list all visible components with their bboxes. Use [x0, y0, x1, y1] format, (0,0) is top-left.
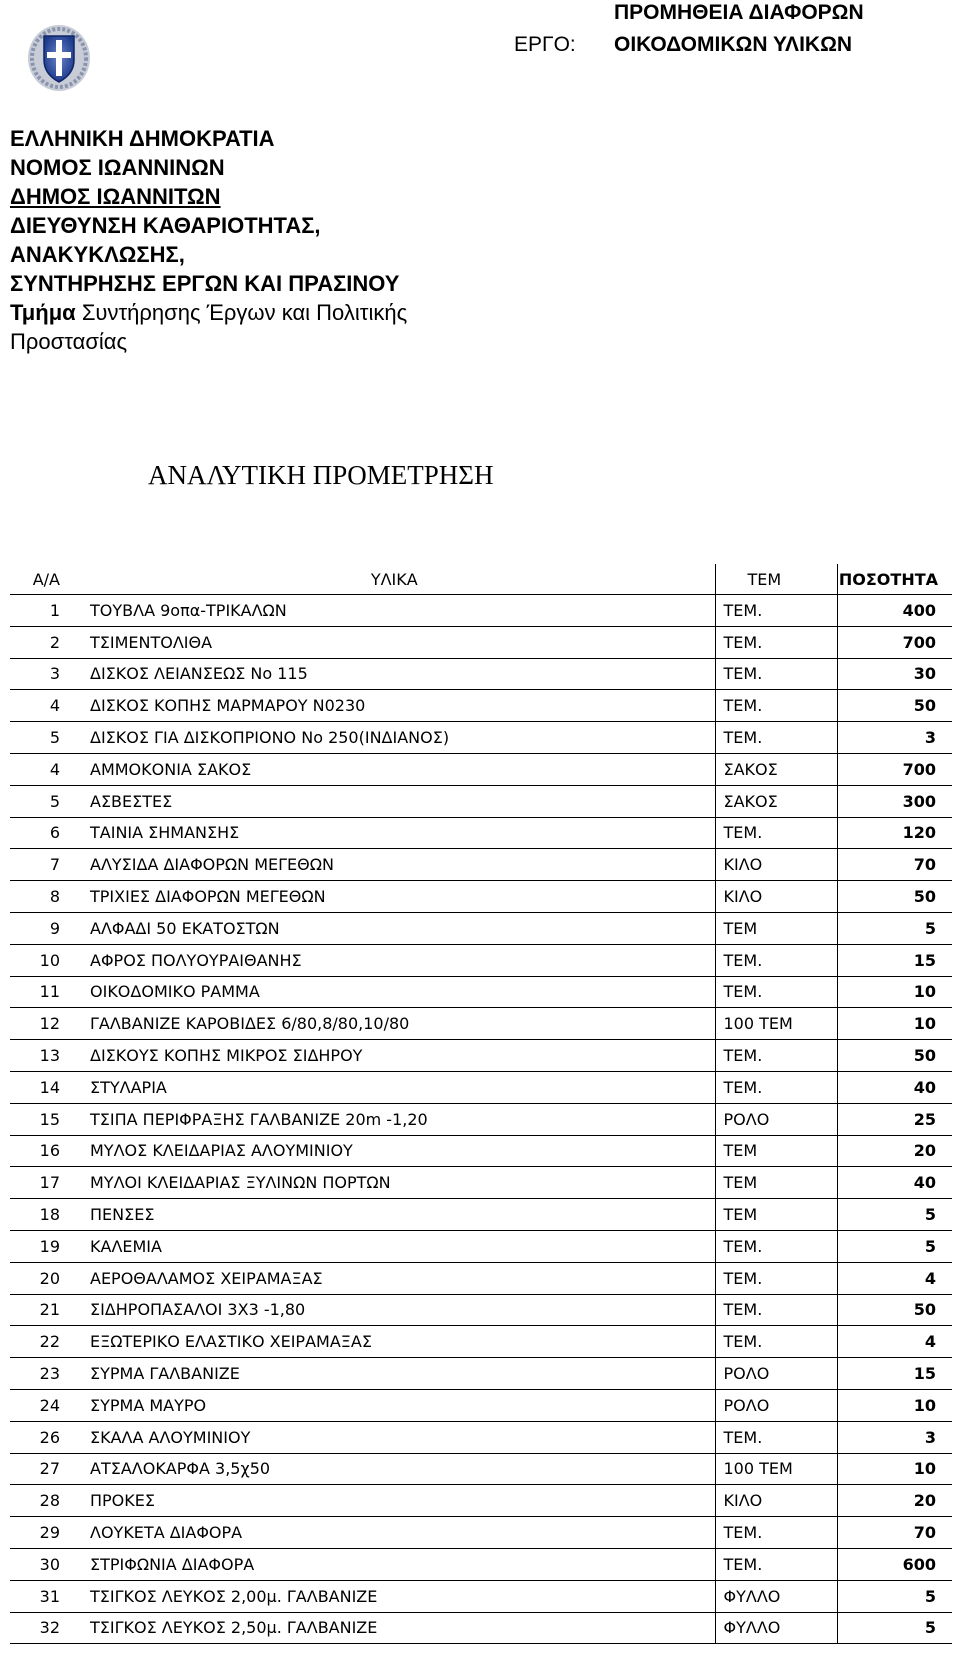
table-row	[10, 1008, 952, 1040]
materials-table	[10, 564, 952, 1644]
row-unit: ΦΥΛΛΟ	[715, 1580, 837, 1612]
row-unit: ΤΕΜ	[715, 1199, 837, 1231]
row-quantity: 50	[837, 1040, 952, 1072]
row-no: 8	[10, 881, 74, 913]
row-quantity: 3	[837, 722, 952, 754]
table-row	[10, 849, 952, 881]
row-material: ΤΣΙΓΚΟΣ ΛΕΥΚΟΣ 2,50μ. ΓΑΛΒΑΝΙΖΕ	[74, 1612, 715, 1644]
row-material: ΛΟΥΚΕΤΑ ΔΙΑΦΟΡΑ	[74, 1517, 715, 1549]
project-label: ΕΡΓΟ:	[514, 33, 576, 56]
table-row	[10, 1517, 952, 1549]
table-row	[10, 1294, 952, 1326]
row-material: ΠΡΟΚΕΣ	[74, 1485, 715, 1517]
row-material: ΔΙΣΚΟΣ ΓΙΑ ΔΙΣΚΟΠΡΙΟΝΟ Νο 250(ΙΝΔΙΑΝΟΣ)	[74, 722, 715, 754]
row-unit: ΤΕΜ.	[715, 1517, 837, 1549]
row-material: ΑΜΜΟΚΟΝΙΑ ΣΑΚΟΣ	[74, 753, 715, 785]
row-quantity: 5	[837, 1612, 952, 1644]
row-no: 26	[10, 1421, 74, 1453]
row-no: 28	[10, 1485, 74, 1517]
prefecture: ΝΟΜΟΣ ΙΩΑΝΝΙΝΩΝ	[10, 155, 225, 180]
row-quantity: 50	[837, 881, 952, 913]
header-material: ΥΛΙΚΑ	[74, 564, 715, 595]
row-no: 4	[10, 753, 74, 785]
row-quantity: 30	[837, 658, 952, 690]
document-title: ΑΝΑΛΥΤΙΚΗ ΠΡΟΜΕΤΡΗΣΗ	[148, 460, 494, 490]
row-material: ΣΤΡΙΦΩΝΙΑ ΔΙΑΦΟΡΑ	[74, 1548, 715, 1580]
row-unit: ΚΙΛΟ	[715, 881, 837, 913]
directorate-line-2: ΑΝΑΚΥΚΛΩΣΗΣ,	[10, 242, 185, 267]
row-unit: ΤΕΜ.	[715, 1040, 837, 1072]
row-unit: ΤΕΜ.	[715, 1230, 837, 1262]
row-no: 19	[10, 1230, 74, 1262]
table-row	[10, 1612, 952, 1644]
project-header	[514, 0, 934, 60]
row-quantity: 600	[837, 1548, 952, 1580]
row-material: ΤΟΥΒΛΑ 9οπα-ΤΡΙΚΑΛΩΝ	[74, 595, 715, 627]
row-unit: ΤΕΜ.	[715, 1326, 837, 1358]
row-unit: ΤΕΜ.	[715, 595, 837, 627]
row-no: 20	[10, 1262, 74, 1294]
row-material: ΚΑΛΕΜΙΑ	[74, 1230, 715, 1262]
row-quantity: 50	[837, 1294, 952, 1326]
row-unit: ΤΕΜ.	[715, 976, 837, 1008]
row-quantity: 4	[837, 1262, 952, 1294]
row-quantity: 5	[837, 1580, 952, 1612]
row-no: 27	[10, 1453, 74, 1485]
row-quantity: 5	[837, 1230, 952, 1262]
row-no: 31	[10, 1580, 74, 1612]
row-material: ΜΥΛΟΣ ΚΛΕΙΔΑΡΙΑΣ ΑΛΟΥΜΙΝΙΟΥ	[74, 1135, 715, 1167]
row-unit: ΣΑΚΟΣ	[715, 785, 837, 817]
table-row	[10, 658, 952, 690]
header-quantity: ΠΟΣΟΤΗΤΑ	[837, 564, 952, 595]
department	[10, 298, 490, 327]
row-no: 32	[10, 1612, 74, 1644]
row-unit: ΤΕΜ.	[715, 1262, 837, 1294]
table-row	[10, 881, 952, 913]
row-no: 5	[10, 722, 74, 754]
table-row	[10, 1103, 952, 1135]
row-no: 4	[10, 690, 74, 722]
row-quantity: 300	[837, 785, 952, 817]
row-material: ΣΥΡΜΑ ΓΑΛΒΑΝΙΖΕ	[74, 1358, 715, 1390]
row-material: ΔΙΣΚΟΣ ΛΕΙΑΝΣΕΩΣ Νο 115	[74, 658, 715, 690]
row-no: 21	[10, 1294, 74, 1326]
row-no: 6	[10, 817, 74, 849]
department-name: Συντήρησης Έργων και Πολιτικής	[81, 300, 408, 325]
table-row	[10, 1580, 952, 1612]
row-quantity: 700	[837, 753, 952, 785]
row-material: ΔΙΣΚΟΥΣ ΚΟΠΗΣ ΜΙΚΡΟΣ ΣΙΔΗΡΟΥ	[74, 1040, 715, 1072]
row-unit: ΤΕΜ.	[715, 1294, 837, 1326]
table-row	[10, 753, 952, 785]
row-no: 29	[10, 1517, 74, 1549]
row-no: 5	[10, 785, 74, 817]
row-unit: ΤΕΜ	[715, 1135, 837, 1167]
row-material: ΔΙΣΚΟΣ ΚΟΠΗΣ ΜΑΡΜΑΡΟΥ Ν0230	[74, 690, 715, 722]
table-row	[10, 1421, 952, 1453]
table-row	[10, 690, 952, 722]
header-unit: ΤΕΜ	[715, 564, 837, 595]
row-no: 10	[10, 944, 74, 976]
row-material: ΤΣΙΓΚΟΣ ΛΕΥΚΟΣ 2,00μ. ΓΑΛΒΑΝΙΖΕ	[74, 1580, 715, 1612]
row-material: ΓΑΛΒΑΝΙΖΕ ΚΑΡΟΒΙΔΕΣ 6/80,8/80,10/80	[74, 1008, 715, 1040]
row-no: 2	[10, 626, 74, 658]
row-quantity: 10	[837, 1008, 952, 1040]
row-unit: ΤΕΜ.	[715, 626, 837, 658]
row-unit: ΤΕΜ.	[715, 722, 837, 754]
row-quantity: 15	[837, 944, 952, 976]
row-unit: ΤΕΜ.	[715, 658, 837, 690]
row-material: ΟΙΚΟΔΟΜΙΚΟ ΡΑΜΜΑ	[74, 976, 715, 1008]
table-row	[10, 1071, 952, 1103]
table-row	[10, 912, 952, 944]
row-unit: ΡΟΛΟ	[715, 1103, 837, 1135]
row-no: 7	[10, 849, 74, 881]
table-header-row	[10, 564, 952, 595]
row-material: ΑΦΡΟΣ ΠΟΛΥΟΥΡΑΙΘΑΝΗΣ	[74, 944, 715, 976]
department-line-2: Προστασίας	[10, 329, 128, 354]
row-no: 23	[10, 1358, 74, 1390]
row-unit: ΦΥΛΛΟ	[715, 1612, 837, 1644]
row-material: ΑΤΣΑΛΟΚΑΡΦΑ 3,5χ50	[74, 1453, 715, 1485]
row-quantity: 40	[837, 1071, 952, 1103]
table-row	[10, 1199, 952, 1231]
republic: ΕΛΛΗΝΙΚΗ ΔΗΜΟΚΡΑΤΙΑ	[10, 126, 275, 151]
row-quantity: 20	[837, 1135, 952, 1167]
row-quantity: 4	[837, 1326, 952, 1358]
row-material: ΠΕΝΣΕΣ	[74, 1199, 715, 1231]
row-unit: ΡΟΛΟ	[715, 1389, 837, 1421]
row-unit: ΤΕΜ.	[715, 944, 837, 976]
row-quantity: 70	[837, 849, 952, 881]
row-material: ΑΛΥΣΙΔΑ ΔΙΑΦΟΡΩΝ ΜΕΓΕΘΩΝ	[74, 849, 715, 881]
row-no: 9	[10, 912, 74, 944]
row-quantity: 20	[837, 1485, 952, 1517]
row-unit: ΤΕΜ	[715, 912, 837, 944]
row-unit: ΚΙΛΟ	[715, 849, 837, 881]
project-title-line2: ΟΙΚΟΔΟΜΙΚΩΝ ΥΛΙΚΩΝ	[614, 33, 853, 56]
header-no: Α/Α	[10, 564, 74, 595]
row-material: ΣΥΡΜΑ ΜΑΥΡΟ	[74, 1389, 715, 1421]
table-row	[10, 1230, 952, 1262]
table-row	[10, 1326, 952, 1358]
table-row	[10, 944, 952, 976]
row-quantity: 400	[837, 595, 952, 627]
row-material: ΣΤΥΛΑΡΙΑ	[74, 1071, 715, 1103]
table-row	[10, 1167, 952, 1199]
row-no: 18	[10, 1199, 74, 1231]
table-row	[10, 817, 952, 849]
row-quantity: 700	[837, 626, 952, 658]
row-no: 24	[10, 1389, 74, 1421]
row-unit: ΤΕΜ.	[715, 817, 837, 849]
row-unit: ΤΕΜ.	[715, 690, 837, 722]
row-unit: 100 ΤΕΜ	[715, 1008, 837, 1040]
table-row	[10, 722, 952, 754]
table-row	[10, 1040, 952, 1072]
directorate-line-3: ΣΥΝΤΗΡΗΣΗΣ ΕΡΓΩΝ ΚΑΙ ΠΡΑΣΙΝΟΥ	[10, 271, 400, 296]
row-material: ΑΣΒΕΣΤΕΣ	[74, 785, 715, 817]
row-material: ΤΣΙΜΕΝΤΟΛΙΘΑ	[74, 626, 715, 658]
table-row	[10, 1262, 952, 1294]
row-no: 1	[10, 595, 74, 627]
row-unit: ΤΕΜ.	[715, 1421, 837, 1453]
project-title-line1: ΠΡΟΜΗΘΕΙΑ ΔΙΑΦΟΡΩΝ	[614, 1, 864, 24]
row-unit: ΡΟΛΟ	[715, 1358, 837, 1390]
department-label: Τμήμα	[10, 300, 76, 325]
row-no: 16	[10, 1135, 74, 1167]
row-material: ΤΑΙΝΙΑ ΣΗΜΑΝΣΗΣ	[74, 817, 715, 849]
row-no: 15	[10, 1103, 74, 1135]
row-material: ΜΥΛΟΙ ΚΛΕΙΔΑΡΙΑΣ ΞΥΛΙΝΩΝ ΠΟΡΤΩΝ	[74, 1167, 715, 1199]
row-no: 30	[10, 1548, 74, 1580]
row-material: ΤΡΙΧΙΕΣ ΔΙΑΦΟΡΩΝ ΜΕΓΕΘΩΝ	[74, 881, 715, 913]
row-quantity: 10	[837, 1389, 952, 1421]
row-no: 3	[10, 658, 74, 690]
row-no: 22	[10, 1326, 74, 1358]
row-unit: ΤΕΜ.	[715, 1071, 837, 1103]
row-material: ΑΛΦΑΔΙ 50 ΕΚΑΤΟΣΤΩΝ	[74, 912, 715, 944]
row-unit: ΤΕΜ	[715, 1167, 837, 1199]
row-no: 12	[10, 1008, 74, 1040]
row-material: ΑΕΡΟΘΑΛΑΜΟΣ ΧΕΙΡΑΜΑΞΑΣ	[74, 1262, 715, 1294]
row-unit: ΤΕΜ.	[715, 1548, 837, 1580]
table-row	[10, 1358, 952, 1390]
row-unit: ΣΑΚΟΣ	[715, 753, 837, 785]
table-row	[10, 595, 952, 627]
row-quantity: 40	[837, 1167, 952, 1199]
row-no: 11	[10, 976, 74, 1008]
row-no: 17	[10, 1167, 74, 1199]
table-row	[10, 626, 952, 658]
directorate-line-1: ΔΙΕΥΘΥΝΣΗ ΚΑΘΑΡΙΟΤΗΤΑΣ,	[10, 213, 321, 238]
row-quantity: 70	[837, 1517, 952, 1549]
row-quantity: 120	[837, 817, 952, 849]
row-quantity: 50	[837, 690, 952, 722]
row-material: ΣΙΔΗΡΟΠΑΣΑΛΟΙ 3Χ3 -1,80	[74, 1294, 715, 1326]
row-quantity: 5	[837, 1199, 952, 1231]
row-quantity: 10	[837, 976, 952, 1008]
row-no: 13	[10, 1040, 74, 1072]
table-row	[10, 1548, 952, 1580]
table-row	[10, 1453, 952, 1485]
row-material: ΣΚΑΛΑ ΑΛΟΥΜΙΝΙΟΥ	[74, 1421, 715, 1453]
table-row	[10, 1389, 952, 1421]
row-unit: 100 ΤΕΜ	[715, 1453, 837, 1485]
table-row	[10, 1485, 952, 1517]
row-material: ΕΞΩΤΕΡΙΚΟ ΕΛΑΣΤΙΚΟ ΧΕΙΡΑΜΑΞΑΣ	[74, 1326, 715, 1358]
greek-emblem-icon	[26, 22, 92, 92]
row-quantity: 10	[837, 1453, 952, 1485]
row-material: ΤΣΙΠΑ ΠΕΡΙΦΡΑΞΗΣ ΓΑΛΒΑΝΙΖΕ 20m -1,20	[74, 1103, 715, 1135]
table-row	[10, 976, 952, 1008]
row-no: 14	[10, 1071, 74, 1103]
table-row	[10, 1135, 952, 1167]
row-quantity: 15	[837, 1358, 952, 1390]
row-quantity: 3	[837, 1421, 952, 1453]
issuing-authority	[10, 124, 490, 356]
table-row	[10, 785, 952, 817]
municipality: ΔΗΜΟΣ ΙΩΑΝΝΙΤΩΝ	[10, 184, 221, 209]
row-quantity: 25	[837, 1103, 952, 1135]
row-unit: ΚΙΛΟ	[715, 1485, 837, 1517]
row-quantity: 5	[837, 912, 952, 944]
